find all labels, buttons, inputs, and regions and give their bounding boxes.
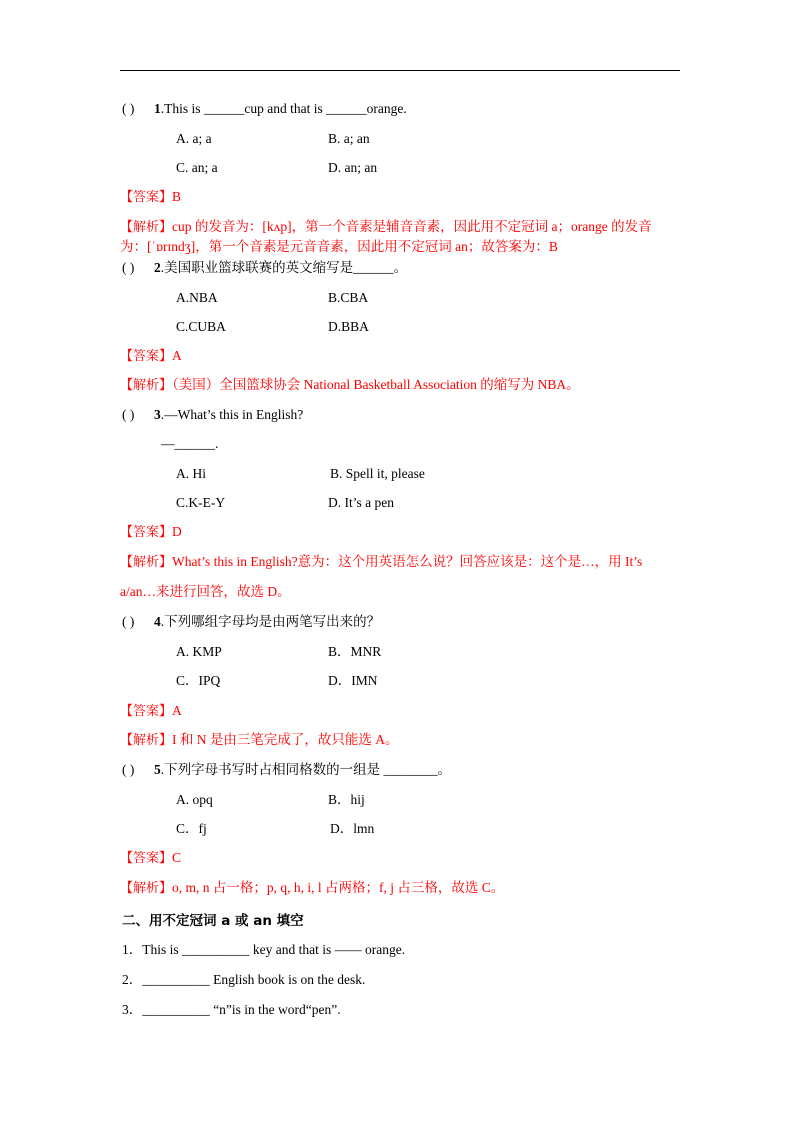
answer-blank-paren: ( ) (122, 260, 135, 275)
analysis-text: （美国）全国篮球协会 National Basketball Association 的缩写为 NBA。 (172, 377, 580, 392)
question-5-stem (122, 761, 451, 779)
analysis-tag: 【解析】 (120, 733, 173, 748)
fill-item-2: 2．__________ English book is on the desk. (122, 972, 366, 987)
question-5-answer (120, 849, 181, 868)
question-4-option-d: D．IMN (328, 673, 378, 688)
question-5-option-c: C．fj (176, 821, 207, 836)
question-4-stem (122, 613, 380, 631)
section-2-title: 二、用不定冠词 a 或 an 填空 (122, 913, 304, 929)
question-text: .—What’s this in English? (160, 407, 304, 422)
question-text: .美国职业篮球联赛的英文缩写是______。 (160, 260, 408, 275)
answer-tag: 【答案】 (120, 851, 173, 866)
question-5-option-d: D．lmn (330, 821, 375, 836)
question-2-option-d: D.BBA (328, 319, 369, 334)
question-2-option-c: C.CUBA (176, 319, 226, 334)
answer-value: D (172, 524, 182, 539)
question-text: .下列哪组字母均是由两笔写出来的？ (160, 614, 381, 629)
question-3-option-d: D. It’s a pen (328, 495, 394, 510)
answer-value: A (172, 348, 182, 363)
question-5-analysis-line-1 (120, 879, 504, 898)
answer-tag: 【答案】 (120, 525, 173, 540)
question-number: 3 (154, 407, 161, 422)
question-5-option-b: B．hij (328, 792, 365, 807)
question-3-option-c: C.K-E-Y (176, 495, 226, 510)
question-1-analysis-line-2: 为：[ˈɒrɪndʒ]，第一个音素是元音音素，因此用不定冠词 an；故答案为：B (120, 239, 558, 254)
answer-blank-paren: ( ) (122, 101, 135, 116)
answer-tag: 【答案】 (120, 349, 173, 364)
question-3-reply: —______. (161, 436, 219, 451)
answer-tag: 【答案】 (120, 704, 173, 719)
header-rule (120, 70, 680, 71)
question-text: .This is ______cup and that is ______orange. (160, 101, 407, 116)
answer-value: B (172, 189, 182, 204)
question-3-analysis-line-1 (120, 553, 642, 572)
question-3-stem (122, 406, 303, 424)
question-1-answer (120, 188, 181, 207)
question-2-stem (122, 259, 407, 277)
question-4-analysis-line-1 (120, 731, 399, 750)
question-1-analysis-line-1 (120, 218, 652, 237)
question-1-stem (122, 100, 407, 118)
analysis-text: I 和 N 是由三笔完成了，故只能选 A。 (172, 732, 399, 747)
fill-item-1: 1．This is __________ key and that is —— orange. (122, 942, 406, 957)
question-number: 4 (154, 614, 161, 629)
question-4-answer (120, 702, 182, 721)
answer-blank-paren: ( ) (122, 614, 135, 629)
question-4-option-a: A. KMP (176, 644, 222, 659)
question-2-option-a: A.NBA (176, 290, 218, 305)
question-3-answer (120, 523, 182, 542)
answer-tag: 【答案】 (120, 190, 173, 205)
question-1-option-c: C. an; a (176, 160, 218, 175)
analysis-tag: 【解析】 (120, 220, 173, 235)
analysis-tag: 【解析】 (120, 881, 173, 896)
answer-blank-paren: ( ) (122, 762, 135, 777)
answer-blank-paren: ( ) (122, 407, 135, 422)
fill-item-3: 3．__________ “n”is in the word“pen”. (122, 1002, 341, 1017)
question-3-analysis-line-2: a/an…来进行回答，故选 D。 (120, 584, 291, 599)
answer-value: C (172, 850, 182, 865)
question-number: 1 (154, 101, 161, 116)
answer-value: A (172, 703, 182, 718)
question-1-option-b: B. a; an (328, 131, 370, 146)
analysis-text: o, m, n 占一格；p, q, h, i, l 占两格；f, j 占三格，故选 C。 (172, 880, 505, 895)
question-text: .下列字母书写时占相同格数的一组是 ________。 (160, 762, 451, 777)
question-2-analysis-line-1 (120, 376, 580, 395)
question-1-option-a: A. a; a (176, 131, 212, 146)
question-3-option-a: A. Hi (176, 466, 206, 481)
analysis-text: What’s this in English?意为：这个用英语怎么说？回答应该是：这个是…，用 It’s (172, 554, 643, 569)
analysis-tag: 【解析】 (120, 555, 173, 570)
question-2-option-b: B.CBA (328, 290, 369, 305)
question-2-answer (120, 347, 182, 366)
question-4-option-c: C．IPQ (176, 673, 221, 688)
analysis-tag: 【解析】 (120, 378, 173, 393)
question-4-option-b: B．MNR (328, 644, 382, 659)
analysis-text: cup 的发音为：[kʌp]，第一个音素是辅音音素，因此用不定冠词 a；orange 的发音 (172, 219, 652, 234)
question-number: 2 (154, 260, 161, 275)
question-3-option-b: B. Spell it, please (330, 466, 425, 481)
question-1-option-d: D. an; an (328, 160, 378, 175)
question-number: 5 (154, 762, 161, 777)
question-5-option-a: A. opq (176, 792, 213, 807)
